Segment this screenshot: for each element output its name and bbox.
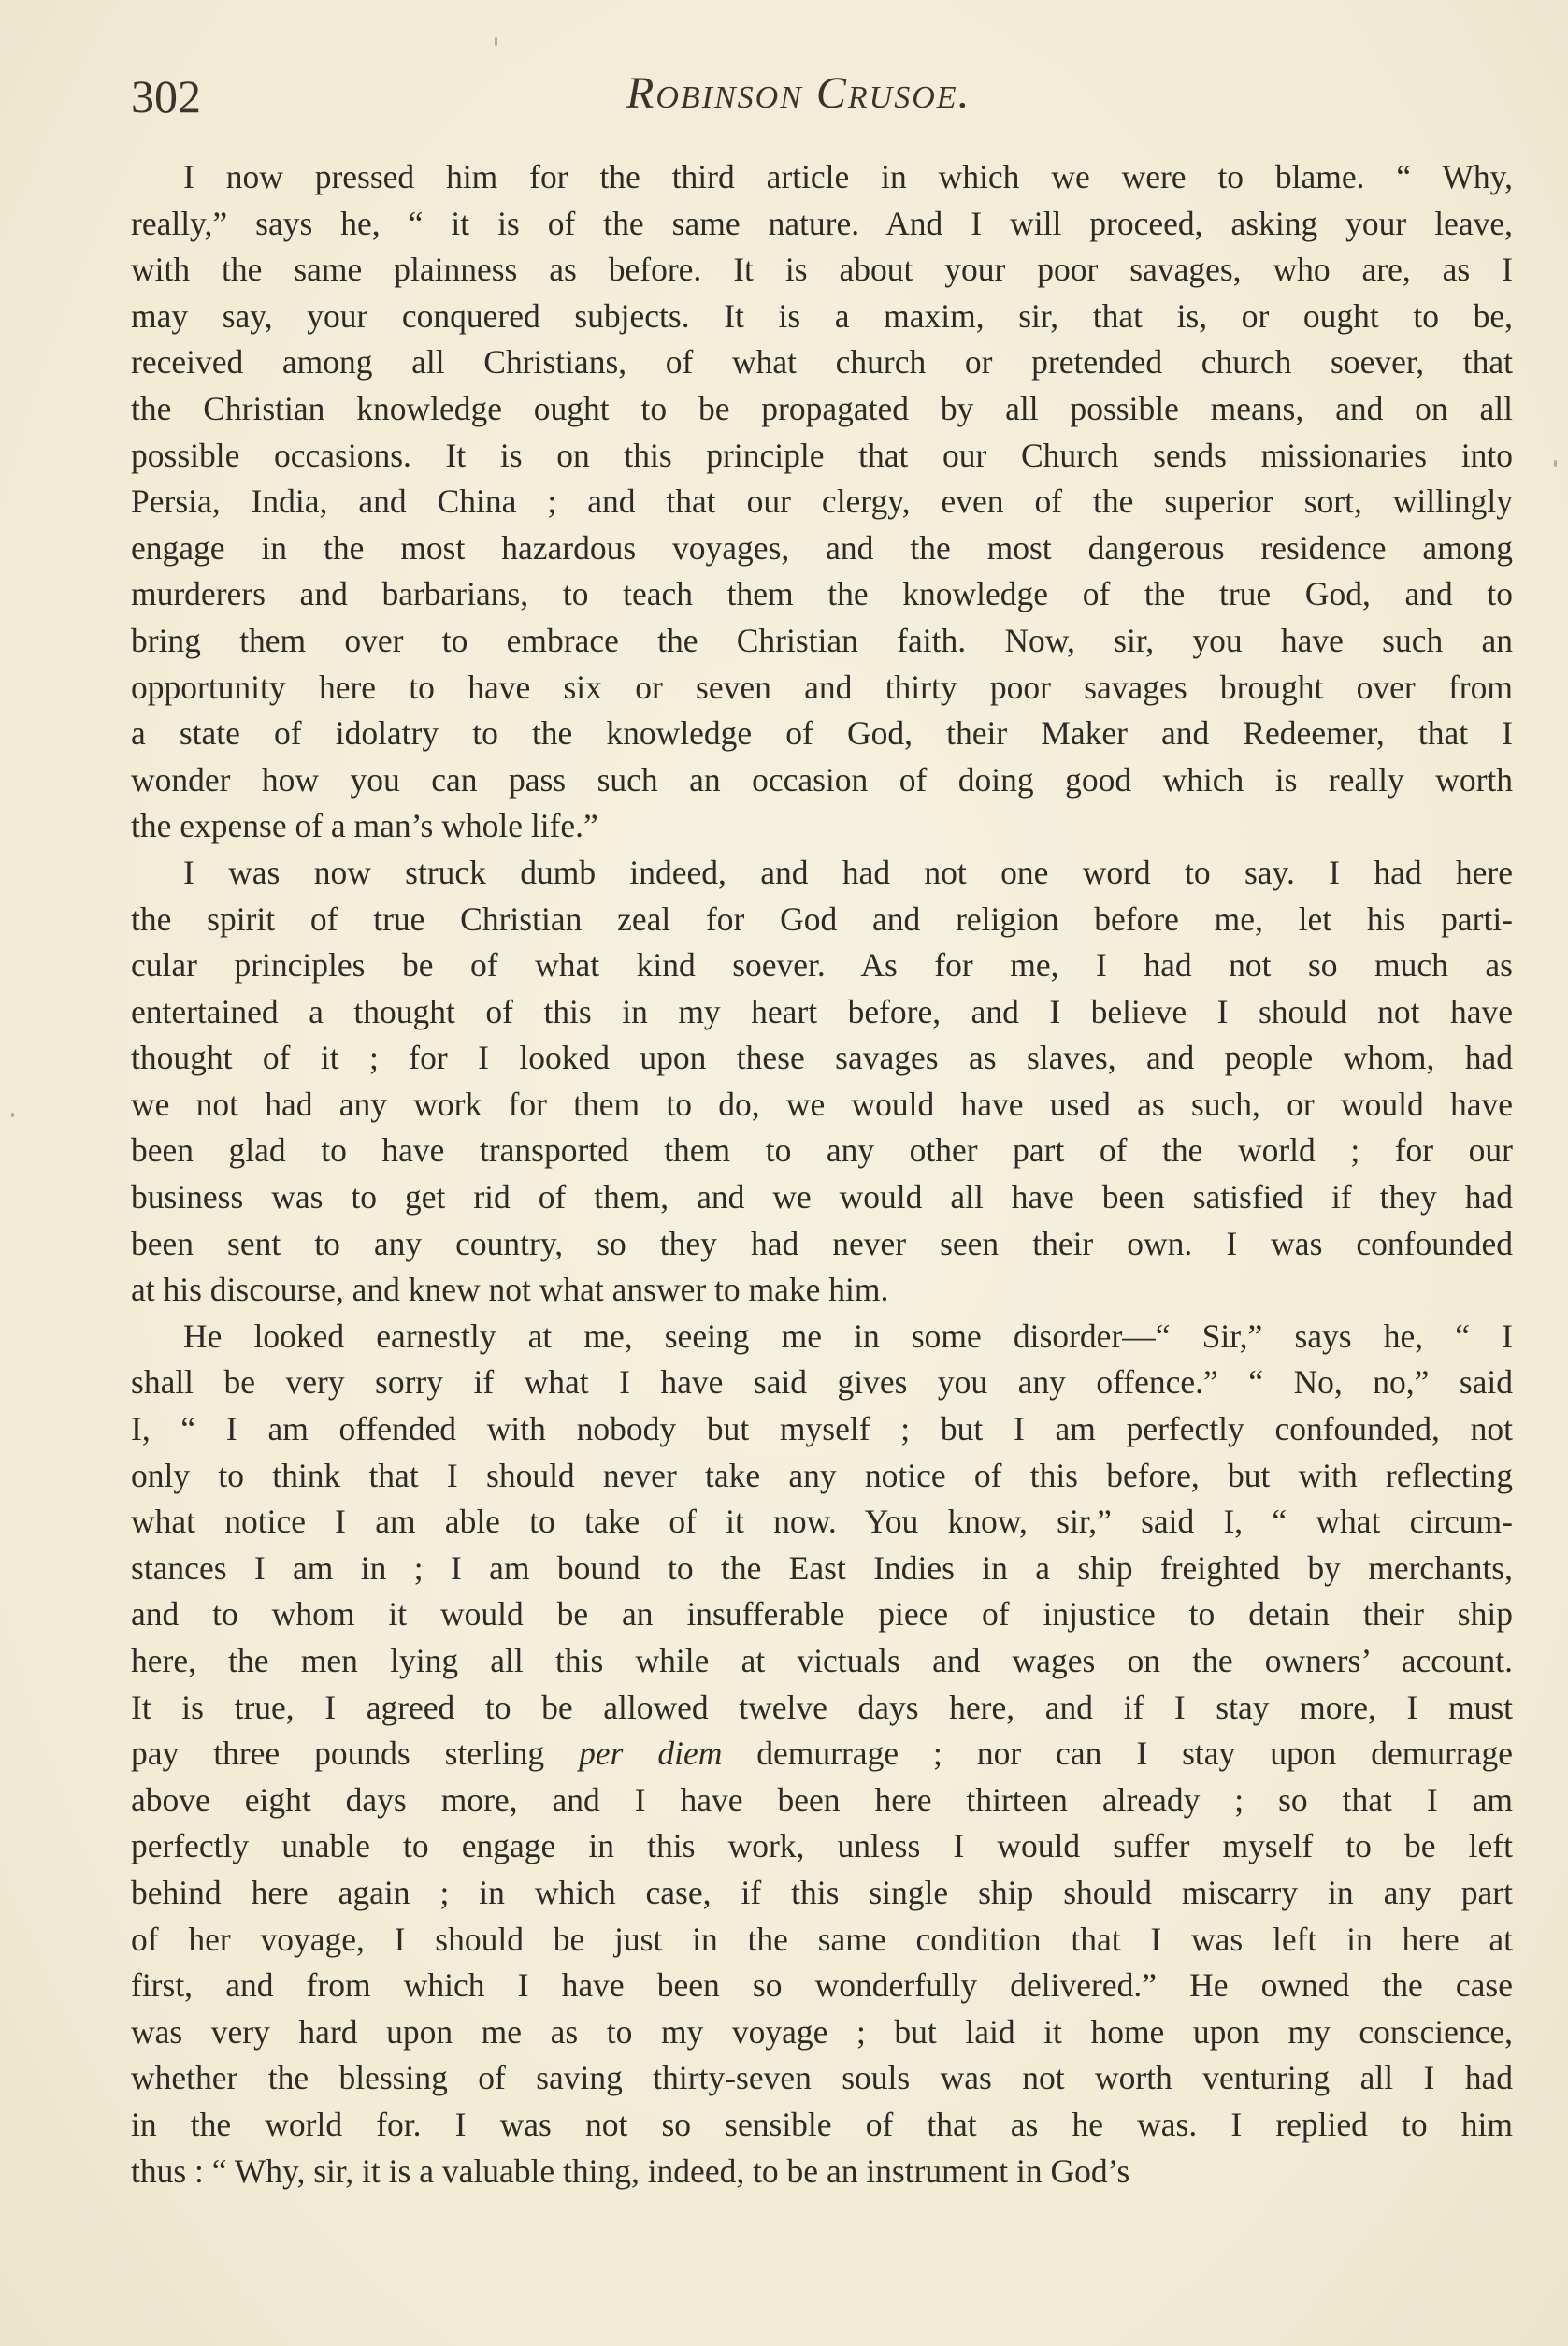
text-line: the expense of a man’s whole life.” bbox=[131, 807, 598, 845]
text-line: Persia, India, and China ; and that our clergy, even of the superior sort, willingly bbox=[131, 482, 1513, 521]
text-line: stances I am in ; I am bound to the East Indies in a ship freighted by merchants, bbox=[131, 1548, 1513, 1587]
page-header bbox=[131, 67, 1515, 133]
text-line: was very hard upon me as to my voyage ; but laid it home upon my conscience, bbox=[131, 2012, 1513, 2051]
text-line: at his discourse, and knew not what answer to make him. bbox=[131, 1271, 889, 1309]
text-line: the spirit of true Christian zeal for God and religion before me, let his parti- bbox=[131, 900, 1513, 938]
text-line: with the same plainness as before. It is about your poor savages, who are, as I bbox=[131, 251, 1513, 289]
text-line: bring them over to embrace the Christian faith. Now, sir, you have such an bbox=[131, 621, 1513, 659]
text-line: engage in the most hazardous voyages, and the most dangerous residence among bbox=[131, 528, 1513, 567]
ink-speck bbox=[1554, 460, 1557, 467]
text-line: pay three pounds sterling per diem demurrage ; nor can I stay upon demurrage bbox=[131, 1734, 1513, 1773]
running-title: Robinson Crusoe. bbox=[626, 68, 971, 118]
text-line: thus : “ Why, sir, it is a valuable thing, indeed, to be an instrument in God’s bbox=[131, 2152, 1130, 2190]
text-line: He looked earnestly at me, seeing me in some disorder—“ Sir,” says he, “ I bbox=[183, 1317, 1513, 1355]
text-line: here, the men lying all this while at victuals and wages on the owners’ account. bbox=[131, 1642, 1513, 1679]
text-line: perfectly unable to engage in this work, unless I would suffer myself to be left bbox=[131, 1827, 1513, 1865]
text-line: a state of idolatry to the knowledge of God, their Maker and Redeemer, that I bbox=[131, 714, 1513, 753]
text-line: thought of it ; for I looked upon these savages as slaves, and people whom, had bbox=[131, 1039, 1513, 1077]
text-line: wonder how you can pass such an occasion of doing good which is really worth bbox=[131, 760, 1513, 799]
text-line: business was to get rid of them, and we would all have been satisfied if they had bbox=[131, 1178, 1513, 1216]
text-line: only to think that I should never take any notice of this before, but with reflecting bbox=[131, 1456, 1513, 1494]
ink-speck bbox=[11, 1113, 14, 1117]
text-line: opportunity here to have six or seven and thirty poor savages brought over from bbox=[131, 668, 1513, 706]
text-line: behind here again ; in which case, if this single ship should miscarry in any part bbox=[131, 1873, 1513, 1911]
text-line: I was now struck dumb indeed, and had not one word to say. I had here bbox=[183, 853, 1513, 891]
text-line: above eight days more, and I have been here thirteen already ; so that I am bbox=[131, 1780, 1513, 1819]
text-line: the Christian knowledge ought to be propagated by all possible means, and on all bbox=[131, 389, 1513, 427]
text-line: murderers and barbarians, to teach them the knowledge of the true God, and to bbox=[131, 575, 1513, 613]
text-line: received among all Christians, of what church or pretended church soever, that bbox=[131, 343, 1513, 381]
text-line: I now pressed him for the third article in which we were to blame. “ Why, bbox=[183, 158, 1513, 195]
text-line: been glad to have transported them to any other part of the world ; for our bbox=[131, 1131, 1513, 1170]
ink-speck bbox=[495, 37, 497, 46]
text-line: first, and from which I have been so wonderfully delivered.” He owned the case bbox=[131, 1966, 1513, 2005]
text-line: may say, your conquered subjects. It is a maxim, sir, that is, or ought to be, bbox=[131, 296, 1513, 335]
text-line: cular principles be of what kind soever. As for me, I had not so much as bbox=[131, 946, 1513, 985]
text-line: been sent to any country, so they had never seen their own. I was confounded bbox=[131, 1224, 1513, 1262]
text-line: entertained a thought of this in my heart before, and I believe I should not have bbox=[131, 992, 1513, 1030]
text-line: of her voyage, I should be just in the same condition that I was left in here at bbox=[131, 1920, 1513, 1958]
page-number: 302 bbox=[131, 70, 201, 122]
text-line: possible occasions. It is on this principle that our Church sends missionaries into bbox=[131, 436, 1513, 474]
text-line: what notice I am able to take of it now. You know, sir,” said I, “ what circum- bbox=[131, 1503, 1513, 1541]
text-line: I, “ I am offended with nobody but myself ; but I am perfectly confounded, not bbox=[131, 1410, 1513, 1448]
text-line: whether the blessing of saving thirty-seven souls was not worth venturing all I had bbox=[131, 2059, 1513, 2097]
text-line: in the world for. I was not so sensible of that as he was. I replied to him bbox=[131, 2105, 1513, 2143]
text-line: we not had any work for them to do, we would have used as such, or would have bbox=[131, 1085, 1513, 1123]
text-line: and to whom it would be an insufferable piece of injustice to detain their ship bbox=[131, 1595, 1513, 1634]
text-line: shall be very sorry if what I have said gives you any offence.” “ No, no,” said bbox=[131, 1363, 1513, 1402]
text-line: It is true, I agreed to be allowed twelve days here, and if I stay more, I must bbox=[131, 1688, 1513, 1726]
text-line: really,” says he, “ it is of the same nature. And I will proceed, asking your leave, bbox=[131, 204, 1513, 242]
body-text bbox=[131, 154, 1513, 2195]
